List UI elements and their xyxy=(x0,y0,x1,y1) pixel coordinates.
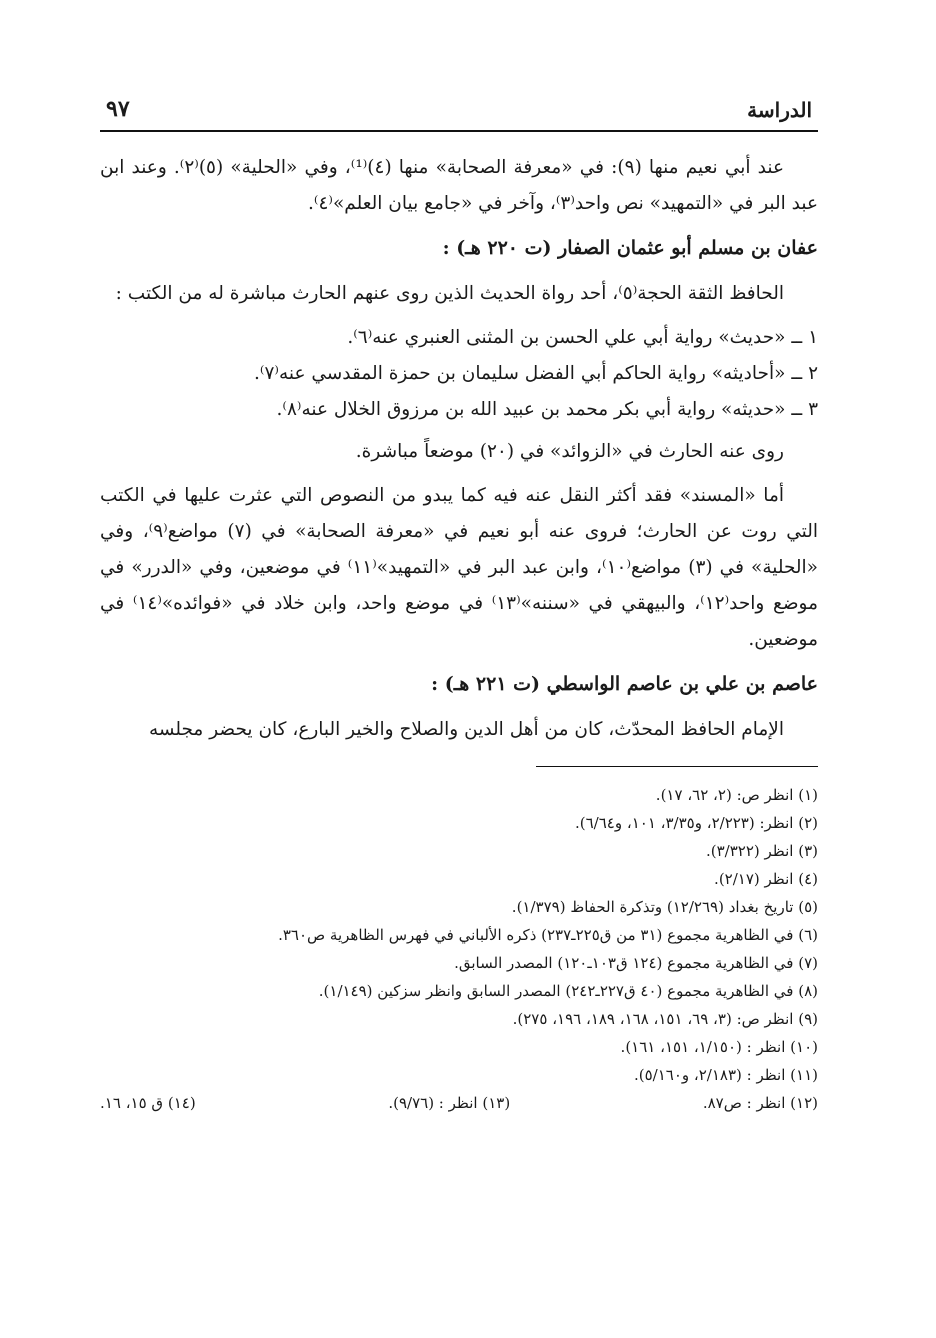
paragraph-3: روى عنه الحارث في «الزوائد» في (٢٠) موضعاً مباشرة. xyxy=(355,441,784,462)
footnote: (٩) انظر ص: (٣، ٦٩، ١٥١، ١٦٨، ١٨٩، ١٩٦، ٢٧٥). xyxy=(512,1010,818,1028)
footnote: (٥) تاريخ بغداد (١٢/٢٦٩) وتذكرة الحفاظ (١/٣٧٩). xyxy=(511,898,818,916)
paragraph-2: الحافظ الثقة الحجة⁽٥⁾، أحد رواة الحديث الذين روى عنهم الحارث مباشرة له من الكتب : xyxy=(115,283,784,304)
header-rule xyxy=(100,130,818,132)
footnote: (٣) انظر (٣/٣٢٢). xyxy=(706,842,818,860)
book-page xyxy=(100,88,818,1117)
footnote: (٤) انظر (٢/١٧). xyxy=(714,870,818,888)
footnotes xyxy=(100,781,818,1117)
running-title: الدراسة xyxy=(747,98,812,122)
footnote: (١٢) انظر : ص٨٧. xyxy=(702,1094,818,1112)
footnote: (١) انظر ص: (٢، ٦٢، ١٧). xyxy=(655,786,818,804)
list-item: ٣ ــ «حديثه» رواية أبي بكر محمد بن عبيد الله بن مرزوق الخلال عنه⁽٨⁾. xyxy=(276,399,818,420)
section-heading-affan: عفان بن مسلم أبو عثمان الصفار (ت ٢٢٠ هـ) : xyxy=(442,237,818,259)
footnote: (١٤) ق ١٥، ١٦. xyxy=(100,1094,196,1112)
books-list xyxy=(100,320,818,428)
footnote: (٨) في الظاهرية مجموع (٤٠ ق٢٢٧ـ٢٤٢) المصدر السابق وانظر سزكين (١/١٤٩). xyxy=(318,982,818,1000)
list-item: ٢ ــ «أحاديثه» رواية الحاكم أبي الفضل سليمان بن حمزة المقدسي عنه⁽٧⁾. xyxy=(254,363,818,384)
footnote: (٧) في الظاهرية مجموع (١٢٤ ق١٠٣ـ١٢٠) المصدر السابق. xyxy=(454,954,818,972)
paragraph-4: أما «المسند» فقد أكثر النقل عنه فيه كما يبدو من النصوص التي عثرت عليها في الكتب التي روت عن الحارث؛ فروى عنه أبو نعيم في «معرفة الصحابة» في (٧) مواضع⁽٩⁾، وفي «الحلية» في (٣) مواضع⁽١٠⁾، وابن عبد البر في «التمهيد»⁽١١⁾ في موضعين، وفي «الدرر» في موضع واحد⁽١٢⁾، والبيهقي في «سننه»⁽١٣⁾ في موضع واحد، وابن خلاد في «فوائده»⁽١٤⁾ في موضعين. xyxy=(100,485,819,650)
list-item: ١ ــ «حديث» رواية أبي علي الحسن بن المثنى العنبري عنه⁽٦⁾. xyxy=(347,327,818,348)
page-number: ٩٧ xyxy=(106,96,130,122)
footnote: (٢) انظر: (٢/٢٢٣، و٣/٣٥، ١٠١، و٦/٦٤). xyxy=(574,814,818,832)
footnote: (٦) في الظاهرية مجموع (٣١ من ق٢٢٥ـ٢٣٧) ذكره الألباني في فهرس الظاهرية ص٣٦٠. xyxy=(278,926,818,944)
section-heading-asim: عاصم بن علي بن عاصم الواسطي (ت ٢٢١ هـ) : xyxy=(431,673,818,695)
page-header xyxy=(100,88,818,122)
footnote-rule xyxy=(536,766,818,767)
paragraph-1: عند أبي نعيم منها (٩): في «معرفة الصحابة» منها (٤)⁽¹⁾، وفي «الحلية» (٥)⁽٢⁾. وعند ابن عبد البر في «التمهيد» نص واحد⁽٣⁾، وآخر في «جامع بيان العلم»⁽٤⁾. xyxy=(100,157,818,214)
paragraph-5: الإمام الحافظ المحدّث، كان من أهل الدين والصلاح والخير البارع، كان يحضر مجلسه xyxy=(148,719,784,740)
footnote-last-row xyxy=(100,1089,818,1117)
footnote: (١٠) انظر : (١/١٥٠، ١٥١، ١٦١). xyxy=(620,1038,818,1056)
footnote: (١١) انظر : (٢/١٨٣، و٥/١٦٠). xyxy=(633,1066,818,1084)
footnote: (١٣) انظر : (٩/٧٦). xyxy=(388,1094,511,1112)
